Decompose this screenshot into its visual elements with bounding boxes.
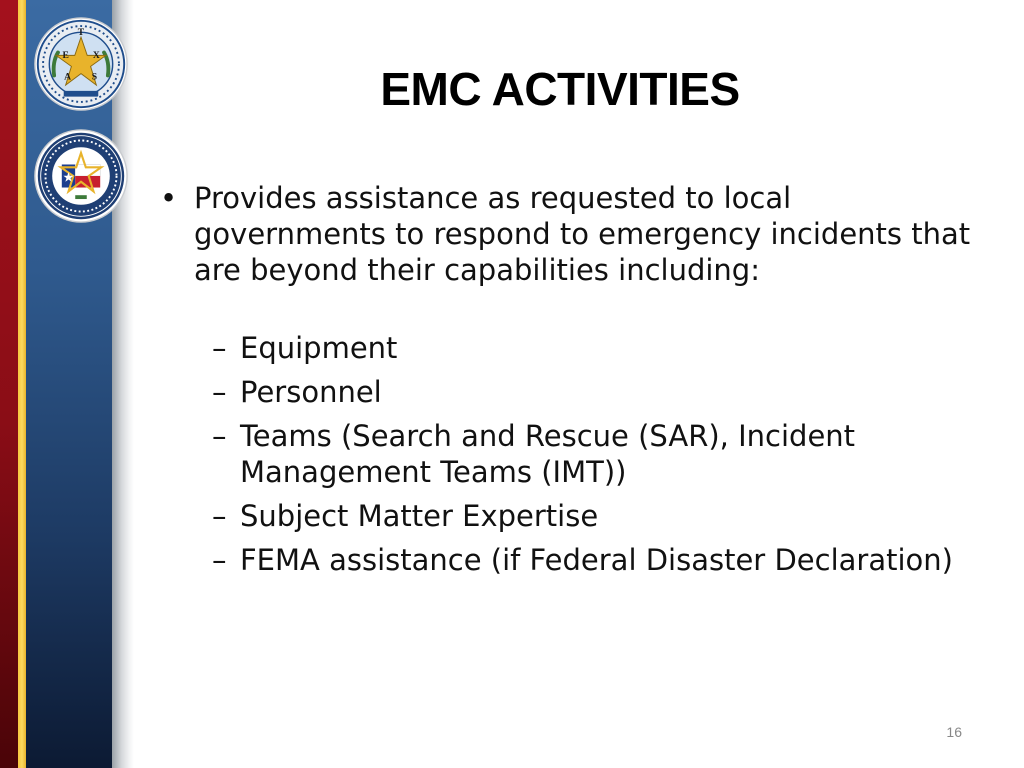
sub-bullet-item xyxy=(156,330,976,366)
sub-bullet-item xyxy=(156,418,976,490)
slide-page-number: 16 xyxy=(946,724,962,740)
main-bullet-text: Provides assistance as requested to local governments to respond to emergency incidents that are beyond their capabilities including: xyxy=(194,181,971,287)
sub-bullet-item xyxy=(156,498,976,534)
dash-marker: – xyxy=(212,375,227,409)
sub-bullet-text: Teams (Search and Rescue (SAR), Incident Management Teams (IMT)) xyxy=(240,419,856,489)
slide-title: EMC ACTIVITIES xyxy=(380,63,740,115)
sidebar-red-stripe xyxy=(0,0,18,768)
dash-marker: – xyxy=(212,499,227,533)
main-bullet xyxy=(156,180,976,288)
sub-bullet-item xyxy=(156,374,976,410)
seal-letter-s: S xyxy=(91,71,98,83)
sub-bullet-text: Personnel xyxy=(240,375,382,409)
sidebar-gold-stripe xyxy=(18,0,26,768)
sub-bullet-list xyxy=(156,330,976,578)
dash-marker: – xyxy=(212,331,227,365)
sub-bullet-text: Equipment xyxy=(240,331,398,365)
bullet-marker: • xyxy=(160,181,178,215)
dash-marker: – xyxy=(212,419,227,453)
sub-bullet-text: Subject Matter Expertise xyxy=(240,499,599,533)
seal-letter-a: A xyxy=(64,71,72,83)
dps-seal-logo xyxy=(33,16,129,112)
seal-letter-e: E xyxy=(62,50,69,62)
sub-bullet-text: FEMA assistance (if Federal Disaster Declaration) xyxy=(240,543,953,577)
slide-content xyxy=(156,180,976,586)
emergency-management-seal-logo xyxy=(33,128,129,224)
sub-bullet-item xyxy=(156,542,976,578)
sidebar-blue-panel xyxy=(26,0,112,768)
seal-letter-x: X xyxy=(92,50,100,62)
seal-letter-t: T xyxy=(77,27,85,39)
dash-marker: – xyxy=(212,543,227,577)
sidebar-shadow xyxy=(112,0,134,768)
